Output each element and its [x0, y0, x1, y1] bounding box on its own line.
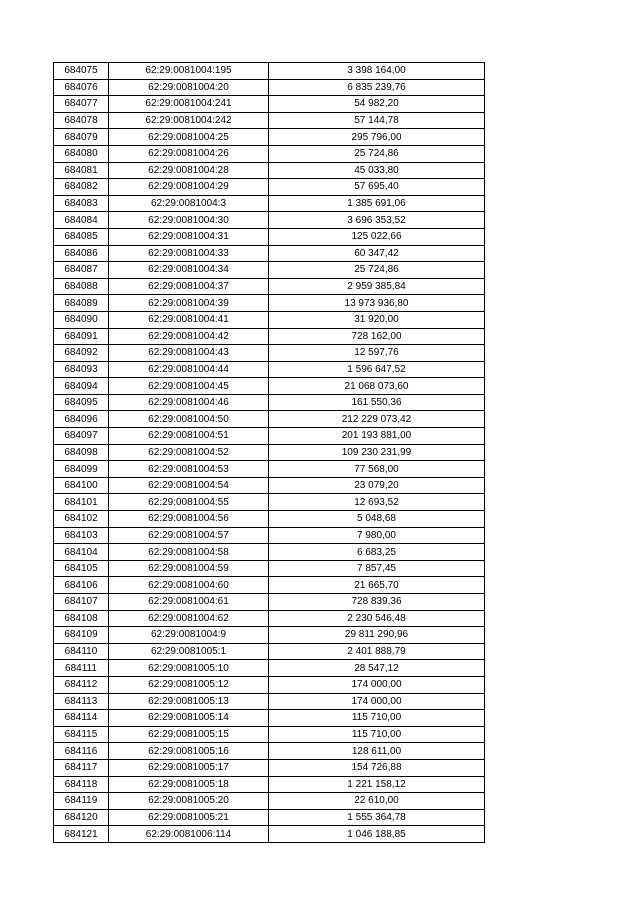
cadastral-value-cell: 2 959 385,84 [269, 278, 485, 295]
table-row [54, 245, 485, 262]
cadastral-value-cell: 174 000,00 [269, 693, 485, 710]
table-row [54, 826, 485, 843]
cadastral-value-cell: 3 398 164,00 [269, 63, 485, 80]
cadastral-number-cell: 62:29:0081005:15 [109, 726, 269, 743]
row-number-cell: 684108 [54, 610, 109, 627]
cadastral-number-cell: 62:29:0081004:59 [109, 560, 269, 577]
row-number-cell: 684089 [54, 295, 109, 312]
cadastral-number-cell: 62:29:0081004:30 [109, 212, 269, 229]
row-number-cell: 684090 [54, 311, 109, 328]
cadastral-number-cell: 62:29:0081005:14 [109, 710, 269, 727]
table-row [54, 145, 485, 162]
cadastral-value-cell: 128 611,00 [269, 743, 485, 760]
cadastral-value-cell: 12 693,52 [269, 494, 485, 511]
row-number-cell: 684077 [54, 96, 109, 113]
cadastral-value-cell: 22 610,00 [269, 793, 485, 810]
cadastral-number-cell: 62:29:0081004:61 [109, 594, 269, 611]
row-number-cell: 684093 [54, 361, 109, 378]
cadastral-number-cell: 62:29:0081005:1 [109, 643, 269, 660]
cadastral-value-cell: 1 596 647,52 [269, 361, 485, 378]
table-row [54, 278, 485, 295]
cadastral-number-cell: 62:29:0081004:55 [109, 494, 269, 511]
cadastral-number-cell: 62:29:0081005:17 [109, 759, 269, 776]
table-row [54, 262, 485, 279]
cadastral-value-cell: 1 221 158,12 [269, 776, 485, 793]
table-row [54, 511, 485, 528]
row-number-cell: 684110 [54, 643, 109, 660]
cadastral-value-cell: 295 796,00 [269, 129, 485, 146]
row-number-cell: 684109 [54, 627, 109, 644]
cadastral-number-cell: 62:29:0081004:50 [109, 411, 269, 428]
cadastral-value-cell: 54 982,20 [269, 96, 485, 113]
cadastral-value-cell: 728 839,36 [269, 594, 485, 611]
table-row [54, 295, 485, 312]
table-row [54, 311, 485, 328]
row-number-cell: 684104 [54, 544, 109, 561]
table-row [54, 96, 485, 113]
table-row [54, 461, 485, 478]
table-row [54, 411, 485, 428]
cadastral-value-cell: 60 347,42 [269, 245, 485, 262]
cadastral-number-cell: 62:29:0081005:16 [109, 743, 269, 760]
row-number-cell: 684114 [54, 710, 109, 727]
cadastral-value-cell: 57 144,78 [269, 112, 485, 129]
table-row [54, 809, 485, 826]
row-number-cell: 684095 [54, 394, 109, 411]
row-number-cell: 684085 [54, 228, 109, 245]
cadastral-value-cell: 31 920,00 [269, 311, 485, 328]
cadastral-number-cell: 62:29:0081004:20 [109, 79, 269, 96]
table-row [54, 129, 485, 146]
cadastral-number-cell: 62:29:0081004:29 [109, 179, 269, 196]
cadastral-number-cell: 62:29:0081004:62 [109, 610, 269, 627]
cadastral-value-cell: 154 726,88 [269, 759, 485, 776]
cadastral-value-cell: 25 724,86 [269, 145, 485, 162]
cadastral-value-cell: 5 048,68 [269, 511, 485, 528]
row-number-cell: 684117 [54, 759, 109, 776]
cadastral-value-cell: 6 835 239,76 [269, 79, 485, 96]
row-number-cell: 684116 [54, 743, 109, 760]
row-number-cell: 684112 [54, 676, 109, 693]
cadastral-value-cell: 23 079,20 [269, 477, 485, 494]
table-row [54, 79, 485, 96]
table-row [54, 394, 485, 411]
cadastral-value-cell: 7 980,00 [269, 527, 485, 544]
table-row [54, 743, 485, 760]
cadastral-value-cell: 1 046 188,85 [269, 826, 485, 843]
cadastral-number-cell: 62:29:0081005:20 [109, 793, 269, 810]
row-number-cell: 684105 [54, 560, 109, 577]
cadastral-number-cell: 62:29:0081004:25 [109, 129, 269, 146]
cadastral-number-cell: 62:29:0081005:12 [109, 676, 269, 693]
cadastral-value-cell: 125 022,66 [269, 228, 485, 245]
row-number-cell: 684120 [54, 809, 109, 826]
table-row [54, 378, 485, 395]
cadastral-value-cell: 161 550,36 [269, 394, 485, 411]
cadastral-number-cell: 62:29:0081004:31 [109, 228, 269, 245]
cadastral-number-cell: 62:29:0081004:41 [109, 311, 269, 328]
table-row [54, 212, 485, 229]
table-row [54, 594, 485, 611]
cadastral-number-cell: 62:29:0081004:60 [109, 577, 269, 594]
cadastral-number-cell: 62:29:0081004:33 [109, 245, 269, 262]
cadastral-number-cell: 62:29:0081004:195 [109, 63, 269, 80]
cadastral-value-cell: 1 555 364,78 [269, 809, 485, 826]
table-row [54, 610, 485, 627]
cadastral-number-cell: 62:29:0081004:9 [109, 627, 269, 644]
cadastral-number-cell: 62:29:0081004:53 [109, 461, 269, 478]
cadastral-number-cell: 62:29:0081004:3 [109, 195, 269, 212]
row-number-cell: 684106 [54, 577, 109, 594]
table-row [54, 710, 485, 727]
cadastral-number-cell: 62:29:0081004:242 [109, 112, 269, 129]
cadastral-value-cell: 7 857,45 [269, 560, 485, 577]
cadastral-number-cell: 62:29:0081005:21 [109, 809, 269, 826]
row-number-cell: 684101 [54, 494, 109, 511]
cadastral-value-cell: 13 973 936,80 [269, 295, 485, 312]
cadastral-number-cell: 62:29:0081005:10 [109, 660, 269, 677]
cadastral-number-cell: 62:29:0081004:26 [109, 145, 269, 162]
table-row [54, 228, 485, 245]
row-number-cell: 684082 [54, 179, 109, 196]
row-number-cell: 684115 [54, 726, 109, 743]
table-row [54, 63, 485, 80]
cadastral-value-cell: 728 162,00 [269, 328, 485, 345]
cadastral-value-cell: 77 568,00 [269, 461, 485, 478]
row-number-cell: 684113 [54, 693, 109, 710]
cadastral-value-cell: 29 811 290,96 [269, 627, 485, 644]
row-number-cell: 684075 [54, 63, 109, 80]
row-number-cell: 684121 [54, 826, 109, 843]
cadastral-value-cell: 2 230 546,48 [269, 610, 485, 627]
cadastral-value-cell: 1 385 691,06 [269, 195, 485, 212]
row-number-cell: 684078 [54, 112, 109, 129]
table-row [54, 577, 485, 594]
cadastral-number-cell: 62:29:0081004:46 [109, 394, 269, 411]
row-number-cell: 684099 [54, 461, 109, 478]
row-number-cell: 684107 [54, 594, 109, 611]
cadastral-value-cell: 174 000,00 [269, 676, 485, 693]
cadastral-value-cell: 212 229 073,42 [269, 411, 485, 428]
cadastral-value-cell: 201 193 881,00 [269, 428, 485, 445]
cadastral-number-cell: 62:29:0081004:56 [109, 511, 269, 528]
cadastral-value-cell: 115 710,00 [269, 726, 485, 743]
row-number-cell: 684091 [54, 328, 109, 345]
row-number-cell: 684092 [54, 345, 109, 362]
row-number-cell: 684083 [54, 195, 109, 212]
row-number-cell: 684097 [54, 428, 109, 445]
cadastral-number-cell: 62:29:0081004:37 [109, 278, 269, 295]
cadastral-value-cell: 28 547,12 [269, 660, 485, 677]
table-row [54, 179, 485, 196]
cadastral-value-cell: 25 724,86 [269, 262, 485, 279]
row-number-cell: 684076 [54, 79, 109, 96]
row-number-cell: 684103 [54, 527, 109, 544]
cadastral-number-cell: 62:29:0081004:28 [109, 162, 269, 179]
table-row [54, 776, 485, 793]
row-number-cell: 684118 [54, 776, 109, 793]
cadastral-number-cell: 62:29:0081006:114 [109, 826, 269, 843]
table-row [54, 759, 485, 776]
table-row [54, 676, 485, 693]
cadastral-number-cell: 62:29:0081004:54 [109, 477, 269, 494]
cadastral-value-cell: 21 665,70 [269, 577, 485, 594]
table-row [54, 112, 485, 129]
row-number-cell: 684094 [54, 378, 109, 395]
cadastral-value-table [53, 62, 485, 843]
table-row [54, 494, 485, 511]
cadastral-value-cell: 21 068 073,60 [269, 378, 485, 395]
table-row [54, 361, 485, 378]
cadastral-number-cell: 62:29:0081004:39 [109, 295, 269, 312]
table-row [54, 544, 485, 561]
row-number-cell: 684079 [54, 129, 109, 146]
table-row [54, 793, 485, 810]
cadastral-value-cell: 2 401 888,79 [269, 643, 485, 660]
table-row [54, 627, 485, 644]
cadastral-number-cell: 62:29:0081004:43 [109, 345, 269, 362]
cadastral-number-cell: 62:29:0081005:18 [109, 776, 269, 793]
row-number-cell: 684102 [54, 511, 109, 528]
table-row [54, 660, 485, 677]
cadastral-number-cell: 62:29:0081004:42 [109, 328, 269, 345]
row-number-cell: 684096 [54, 411, 109, 428]
cadastral-value-cell: 6 683,25 [269, 544, 485, 561]
cadastral-number-cell: 62:29:0081004:45 [109, 378, 269, 395]
row-number-cell: 684086 [54, 245, 109, 262]
cadastral-number-cell: 62:29:0081004:241 [109, 96, 269, 113]
row-number-cell: 684087 [54, 262, 109, 279]
table-body [54, 63, 485, 843]
row-number-cell: 684098 [54, 444, 109, 461]
row-number-cell: 684100 [54, 477, 109, 494]
table-row [54, 345, 485, 362]
table-row [54, 560, 485, 577]
cadastral-number-cell: 62:29:0081004:52 [109, 444, 269, 461]
table-row [54, 444, 485, 461]
cadastral-number-cell: 62:29:0081004:51 [109, 428, 269, 445]
cadastral-value-cell: 109 230 231,99 [269, 444, 485, 461]
cadastral-number-cell: 62:29:0081004:58 [109, 544, 269, 561]
row-number-cell: 684080 [54, 145, 109, 162]
cadastral-value-cell: 45 033,80 [269, 162, 485, 179]
table-row [54, 726, 485, 743]
table-row [54, 195, 485, 212]
row-number-cell: 684081 [54, 162, 109, 179]
cadastral-number-cell: 62:29:0081004:34 [109, 262, 269, 279]
row-number-cell: 684084 [54, 212, 109, 229]
table-row [54, 693, 485, 710]
row-number-cell: 684119 [54, 793, 109, 810]
table-row [54, 328, 485, 345]
table-row [54, 477, 485, 494]
cadastral-value-cell: 12 597,76 [269, 345, 485, 362]
cadastral-value-cell: 3 696 353,52 [269, 212, 485, 229]
cadastral-value-cell: 57 695,40 [269, 179, 485, 196]
table-row [54, 162, 485, 179]
cadastral-number-cell: 62:29:0081004:57 [109, 527, 269, 544]
row-number-cell: 684088 [54, 278, 109, 295]
table-row [54, 428, 485, 445]
table-row [54, 527, 485, 544]
cadastral-value-cell: 115 710,00 [269, 710, 485, 727]
table-row [54, 643, 485, 660]
cadastral-number-cell: 62:29:0081005:13 [109, 693, 269, 710]
cadastral-number-cell: 62:29:0081004:44 [109, 361, 269, 378]
row-number-cell: 684111 [54, 660, 109, 677]
